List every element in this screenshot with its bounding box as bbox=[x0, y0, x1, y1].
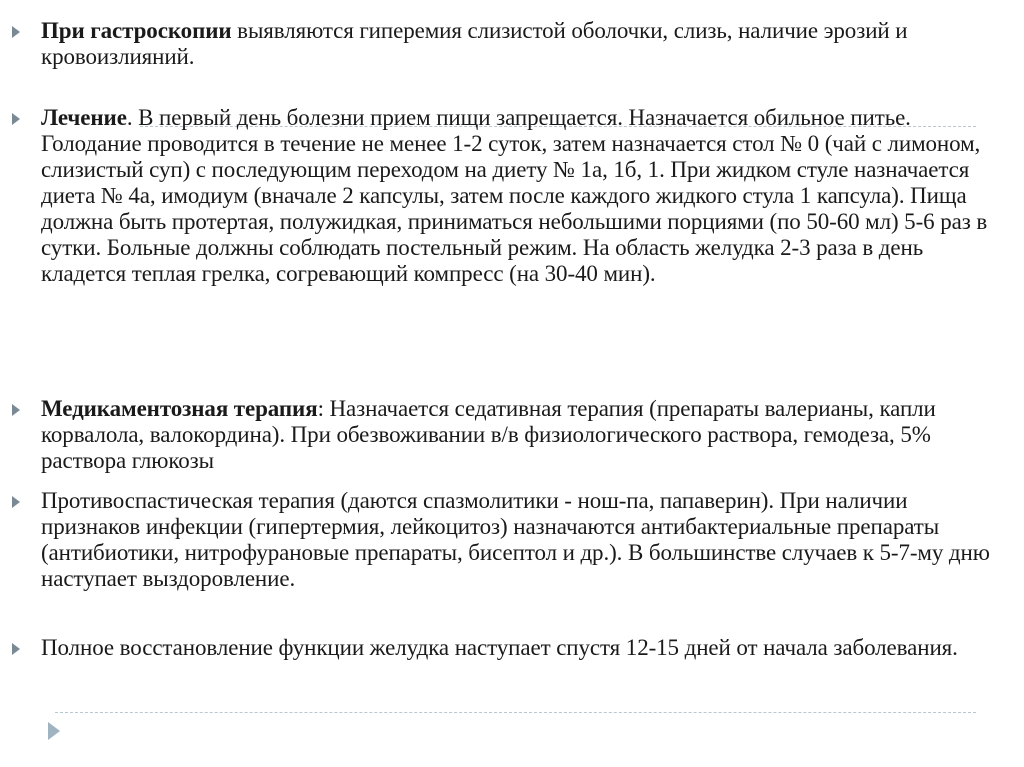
bullet-body: выявляются гиперемия слизистой оболочки, слизь, наличие эрозий и кровоизлияний. bbox=[41, 18, 908, 69]
bullet-body: Полное восстановление функции желудка наступает спустя 12-15 дней от начала заболевания. bbox=[41, 635, 958, 660]
triangle-bullet-icon bbox=[12, 404, 20, 416]
bullet-item-treatment bbox=[12, 105, 1009, 287]
triangle-bullet-icon bbox=[12, 643, 20, 655]
bullet-text bbox=[41, 18, 1009, 70]
bullet-text bbox=[41, 105, 1009, 287]
bullet-text bbox=[41, 488, 1009, 592]
triangle-arrow-icon bbox=[48, 722, 60, 740]
bullet-bold-label: При гастроскопии bbox=[41, 18, 232, 43]
bullet-item-drug-therapy bbox=[12, 396, 1009, 474]
triangle-bullet-icon bbox=[12, 496, 20, 508]
bullet-body: . В первый день болезни прием пищи запрещается. Назначается обильное питье. Голодание проводится в течение не менее 1-2 суток, затем назначается стол № 0 (чай с лимоном, слизистый суп) с последующим переходом на диету № 1а, 1б, 1. При жидком стуле назначается диета № 4а, имодиум (вначале 2 капсулы, затем после каждого жидкого стула 1 капсула). Пища должна быть протертая, полужидкая, приниматься небольшими порциями (по 50-60 мл) 5-6 раз в сутки. Больные должны соблюдать постельный режим. На область желудка 2-3 раза в день кладется теплая грелка, согревающий компресс (на 30-40 мин). bbox=[41, 105, 988, 286]
bullet-item-gastroscopy bbox=[12, 18, 1009, 70]
bullet-bold-label: Медикаментозная терапия bbox=[41, 396, 318, 421]
bullet-bold-label: Лечение bbox=[41, 105, 127, 130]
bullet-item-recovery bbox=[12, 635, 1009, 661]
decorative-divider-bottom bbox=[55, 712, 976, 713]
bullet-body: Противоспастическая терапия (даются спазмолитики - нош-па, папаверин). При наличии признаков инфекции (гипертермия, лейкоцитоз) назначаются антибактериальные препараты (антибиотики, нитрофурановые препараты, бисептол и др.). В большинстве случаев к 5-7-му дню наступает выздоровление. bbox=[41, 488, 990, 591]
bullet-body: : Назначается седативная терапия (препараты валерианы, капли корвалола, валокордина). При обезвоживании в/в физиологического раствора, гемодеза, 5% раствора глюкозы bbox=[41, 396, 936, 473]
triangle-bullet-icon bbox=[12, 26, 20, 38]
bullet-item-antispastic-therapy bbox=[12, 488, 1009, 592]
bullet-text bbox=[41, 396, 1009, 474]
triangle-bullet-icon bbox=[12, 113, 20, 125]
bullet-text bbox=[41, 635, 1009, 661]
